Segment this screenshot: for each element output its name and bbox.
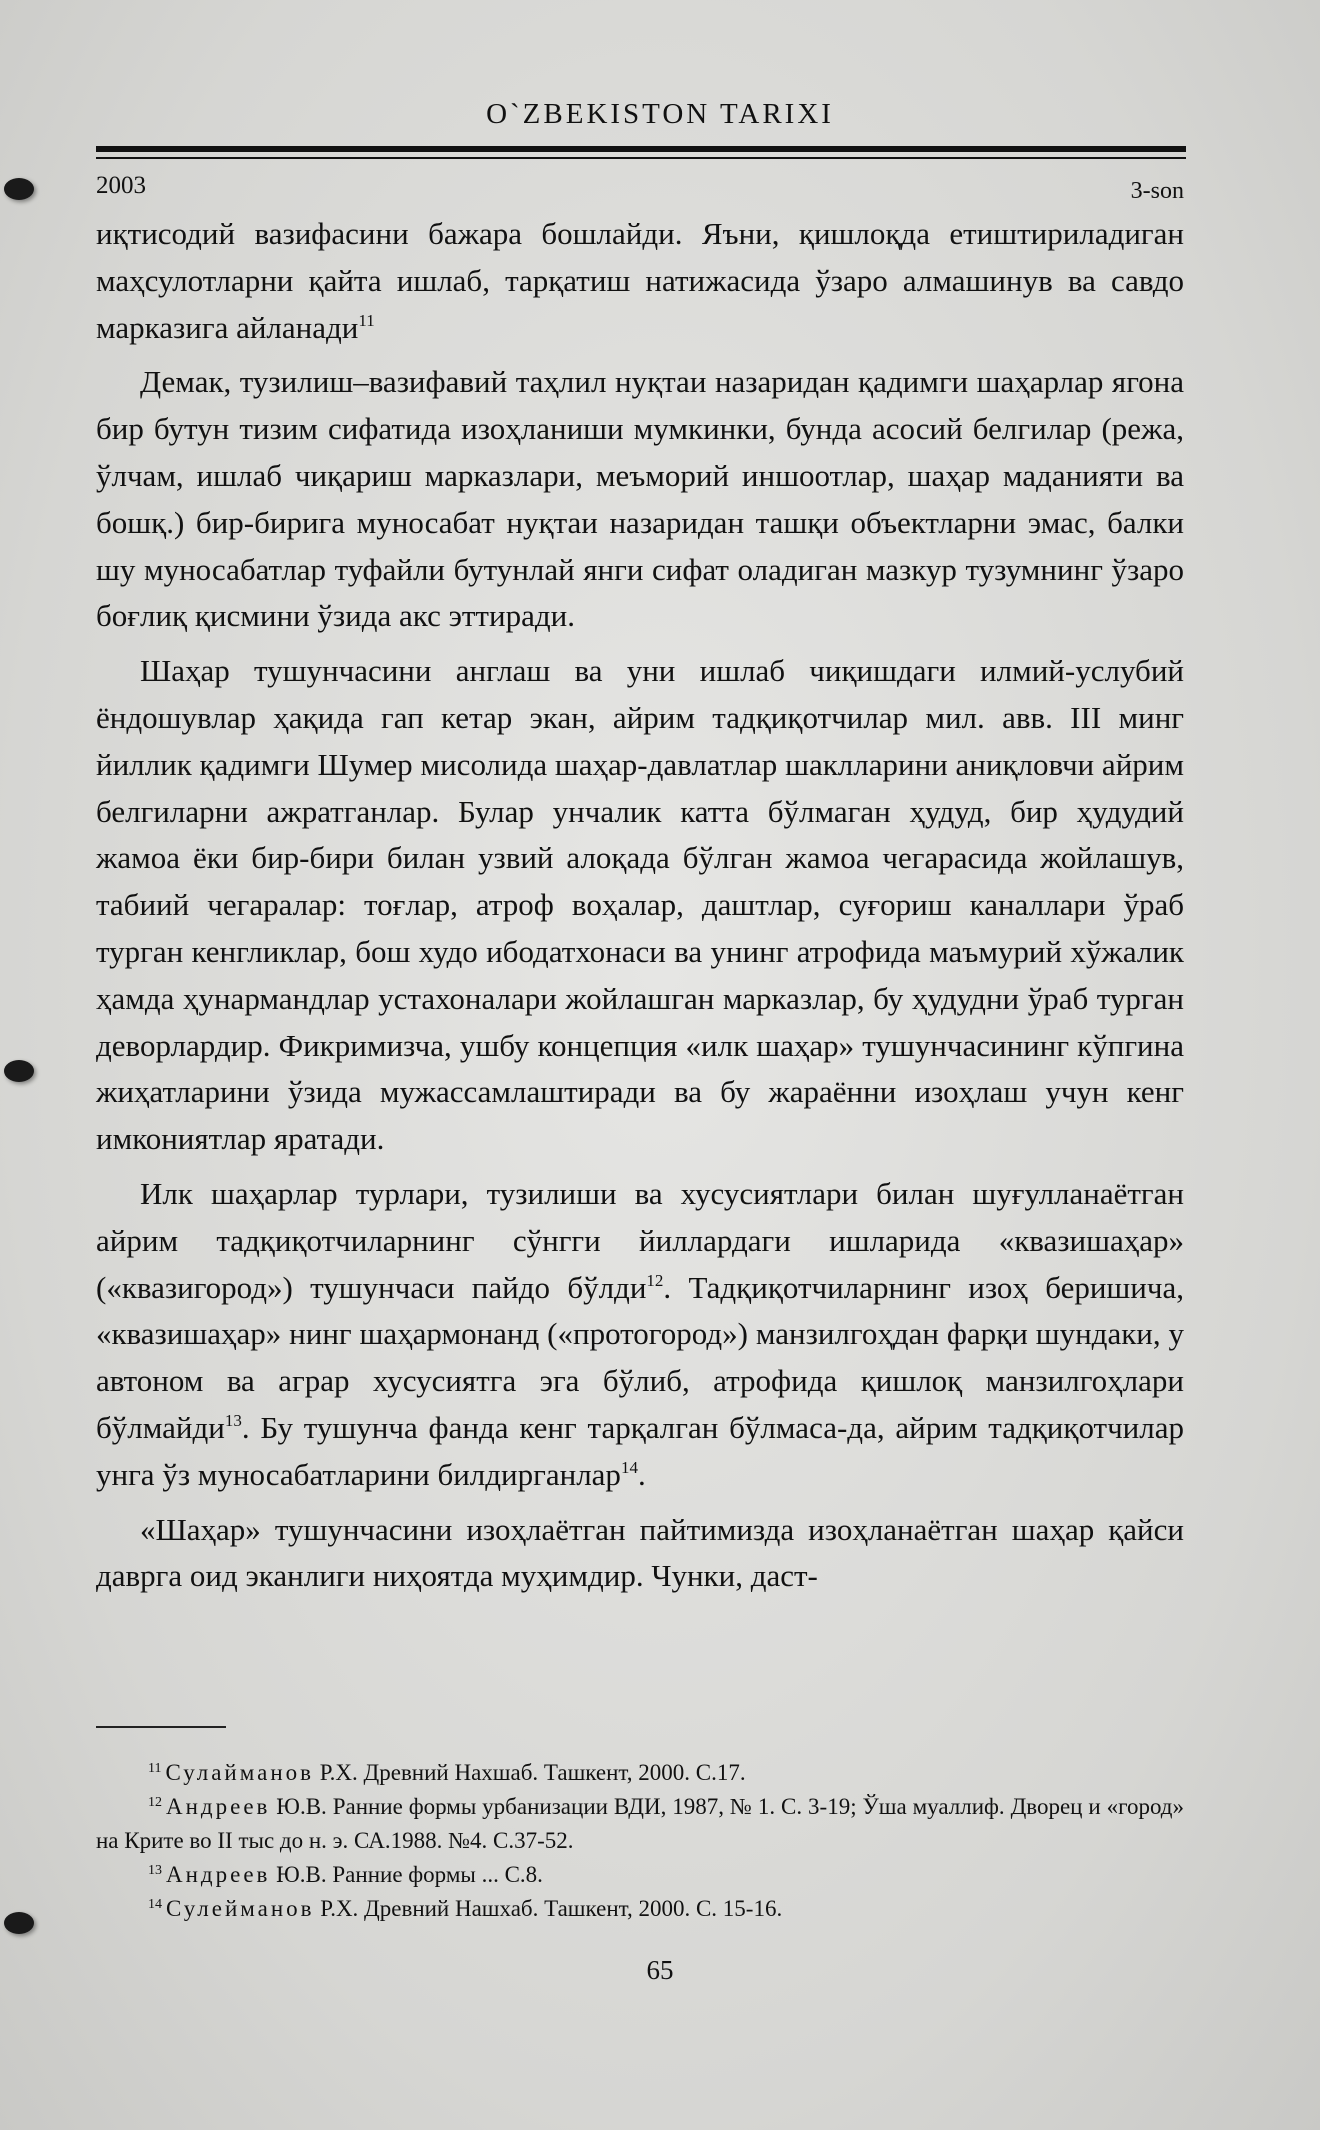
paragraph-4: Илк шаҳарлар турлари, тузилиши ва хусусиятлари билан шуғулланаётган айрим тадқиқотчиларнинг сўнгги йиллардаги ишларида «квазишаҳар» («квазигород») тушунчаси пайдо бўлди$^{12}$. Тадқиқотчиларнинг изоҳ беришича, «квазишаҳар» нинг шаҳармонанд («протогород») манзилгоҳдан фарқи шундаки, у автоном ва аграр хусусиятга эга бўлиб, атрофида қишлоқ манзилгоҳлари бўлмайди$^{13}$. Бу тушунча фанда кенг тарқалган бўлмаса-да, айрим тадқиқотчилар унга ўз муносабатларини билдирганлар$^{14}$.	[96, 1175, 1184, 1492]
header-rule-thin	[96, 157, 1186, 159]
journal-title: O`ZBEKISTON TARIXI	[486, 98, 834, 130]
punch-hole-mark	[4, 1060, 34, 1082]
header-issue: 3-son	[1130, 178, 1184, 204]
footnote-ref: 14	[620, 1457, 638, 1477]
punch-hole-mark	[4, 1912, 34, 1934]
footnote-item: $^{11}$ Сулайманов Р.Х. Древний Нахшаб. Ташкент, 2000. С.17.	[148, 1760, 746, 1785]
paragraph-2: Демак, тузилиш–вазифавий таҳлил нуқтаи назаридан қадимги шаҳарлар ягона бир бутун тизим сифатида изоҳланиши мумкинки, бунда асосий белгилар (режа, ўлчам, ишлаб чиқариш марказлари, меъморий иншоотлар, шаҳар маданияти ва бошқ.) бир-бирига муносабат нуқтаи назаридан ташқи объектларни эмас, балки шу муносабатлар туфайли бутунлай янги сифат оладиган мазкур тузумнинг ўзаро боғлиқ қисмини ўзида акс эттиради.	[96, 364, 1184, 634]
footnote-ref: 12	[646, 1270, 664, 1290]
footnote-separator	[96, 1726, 226, 1728]
footnotes	[96, 1756, 1184, 1926]
paragraph-3: Шаҳар тушунчасини англаш ва уни ишлаб чиқишдаги илмий-услубий ёндошувлар ҳақида гап кетар экан, айрим тадқиқотчилар мил. авв. III минг йиллик қадимги Шумер мисолида шаҳар-давлатлар шаклларини аниқловчи айрим белгиларни ажратганлар. Булар унчалик катта бўлмаган ҳудуд, бир ҳудудий жамоа ёки бир-бири билан узвий алоқада бўлган жамоа чегарасида жойлашув, табиий чегаралар: тоғлар, атроф воҳалар, даштлар, суғориш каналлари ўраб турган кенгликлар, бош худо ибодатхонаси ва унинг атрофида маъмурий хўжалик ҳамда ҳунармандлар устахоналари жойлашган марказлар, бу ҳудудни ўраб турган деворлардир. Фикримизча, ушбу концепция «илк шаҳар» тушунчасининг кўпгина жиҳатларини ўзида мужассамлаштиради ва бу жараённи изоҳлаш учун кенг имкониятлар яратади.	[96, 653, 1184, 1157]
header-year: 2003	[96, 172, 146, 199]
punch-hole-mark	[4, 178, 34, 200]
paragraph-5: «Шаҳар» тушунчасини изоҳлаётган пайтимизда изоҳланаётган шаҳар қайси даврга оид эканлиги ниҳоятда муҳимдир. Чунки, даст-	[96, 1511, 1184, 1594]
footnote-item: $^{14}$ Сулейманов Р.Х. Древний Нашхаб. Ташкент, 2000. С. 15-16.	[148, 1896, 783, 1921]
article-body	[96, 211, 1184, 1608]
header-rule-thick	[96, 146, 1186, 152]
paragraph-1: иқтисодий вазифасини бажара бошлайди. Яъни, қишлоқда етиштириладиган маҳсулотларни қайта ишлаб, тарқатиш натижасида ўзаро алмашинув ва савдо марказига айланади$^{11}$	[96, 216, 1184, 345]
footnote-item: $^{12}$ Андреев Ю.В. Ранние формы урбанизации ВДИ, 1987, № 1. С. 3-19; Ўша муаллиф. Дворец и «город» на Крите во II тыс до н. э. СА.1988. №4. С.37-52.	[96, 1794, 1184, 1853]
page-number: 65	[646, 1955, 674, 1985]
footnote-ref: 11	[358, 310, 375, 330]
footnote-item: $^{13}$ Андреев Ю.В. Ранние формы ... С.8.	[148, 1862, 543, 1887]
footnote-ref: 13	[224, 1410, 242, 1430]
